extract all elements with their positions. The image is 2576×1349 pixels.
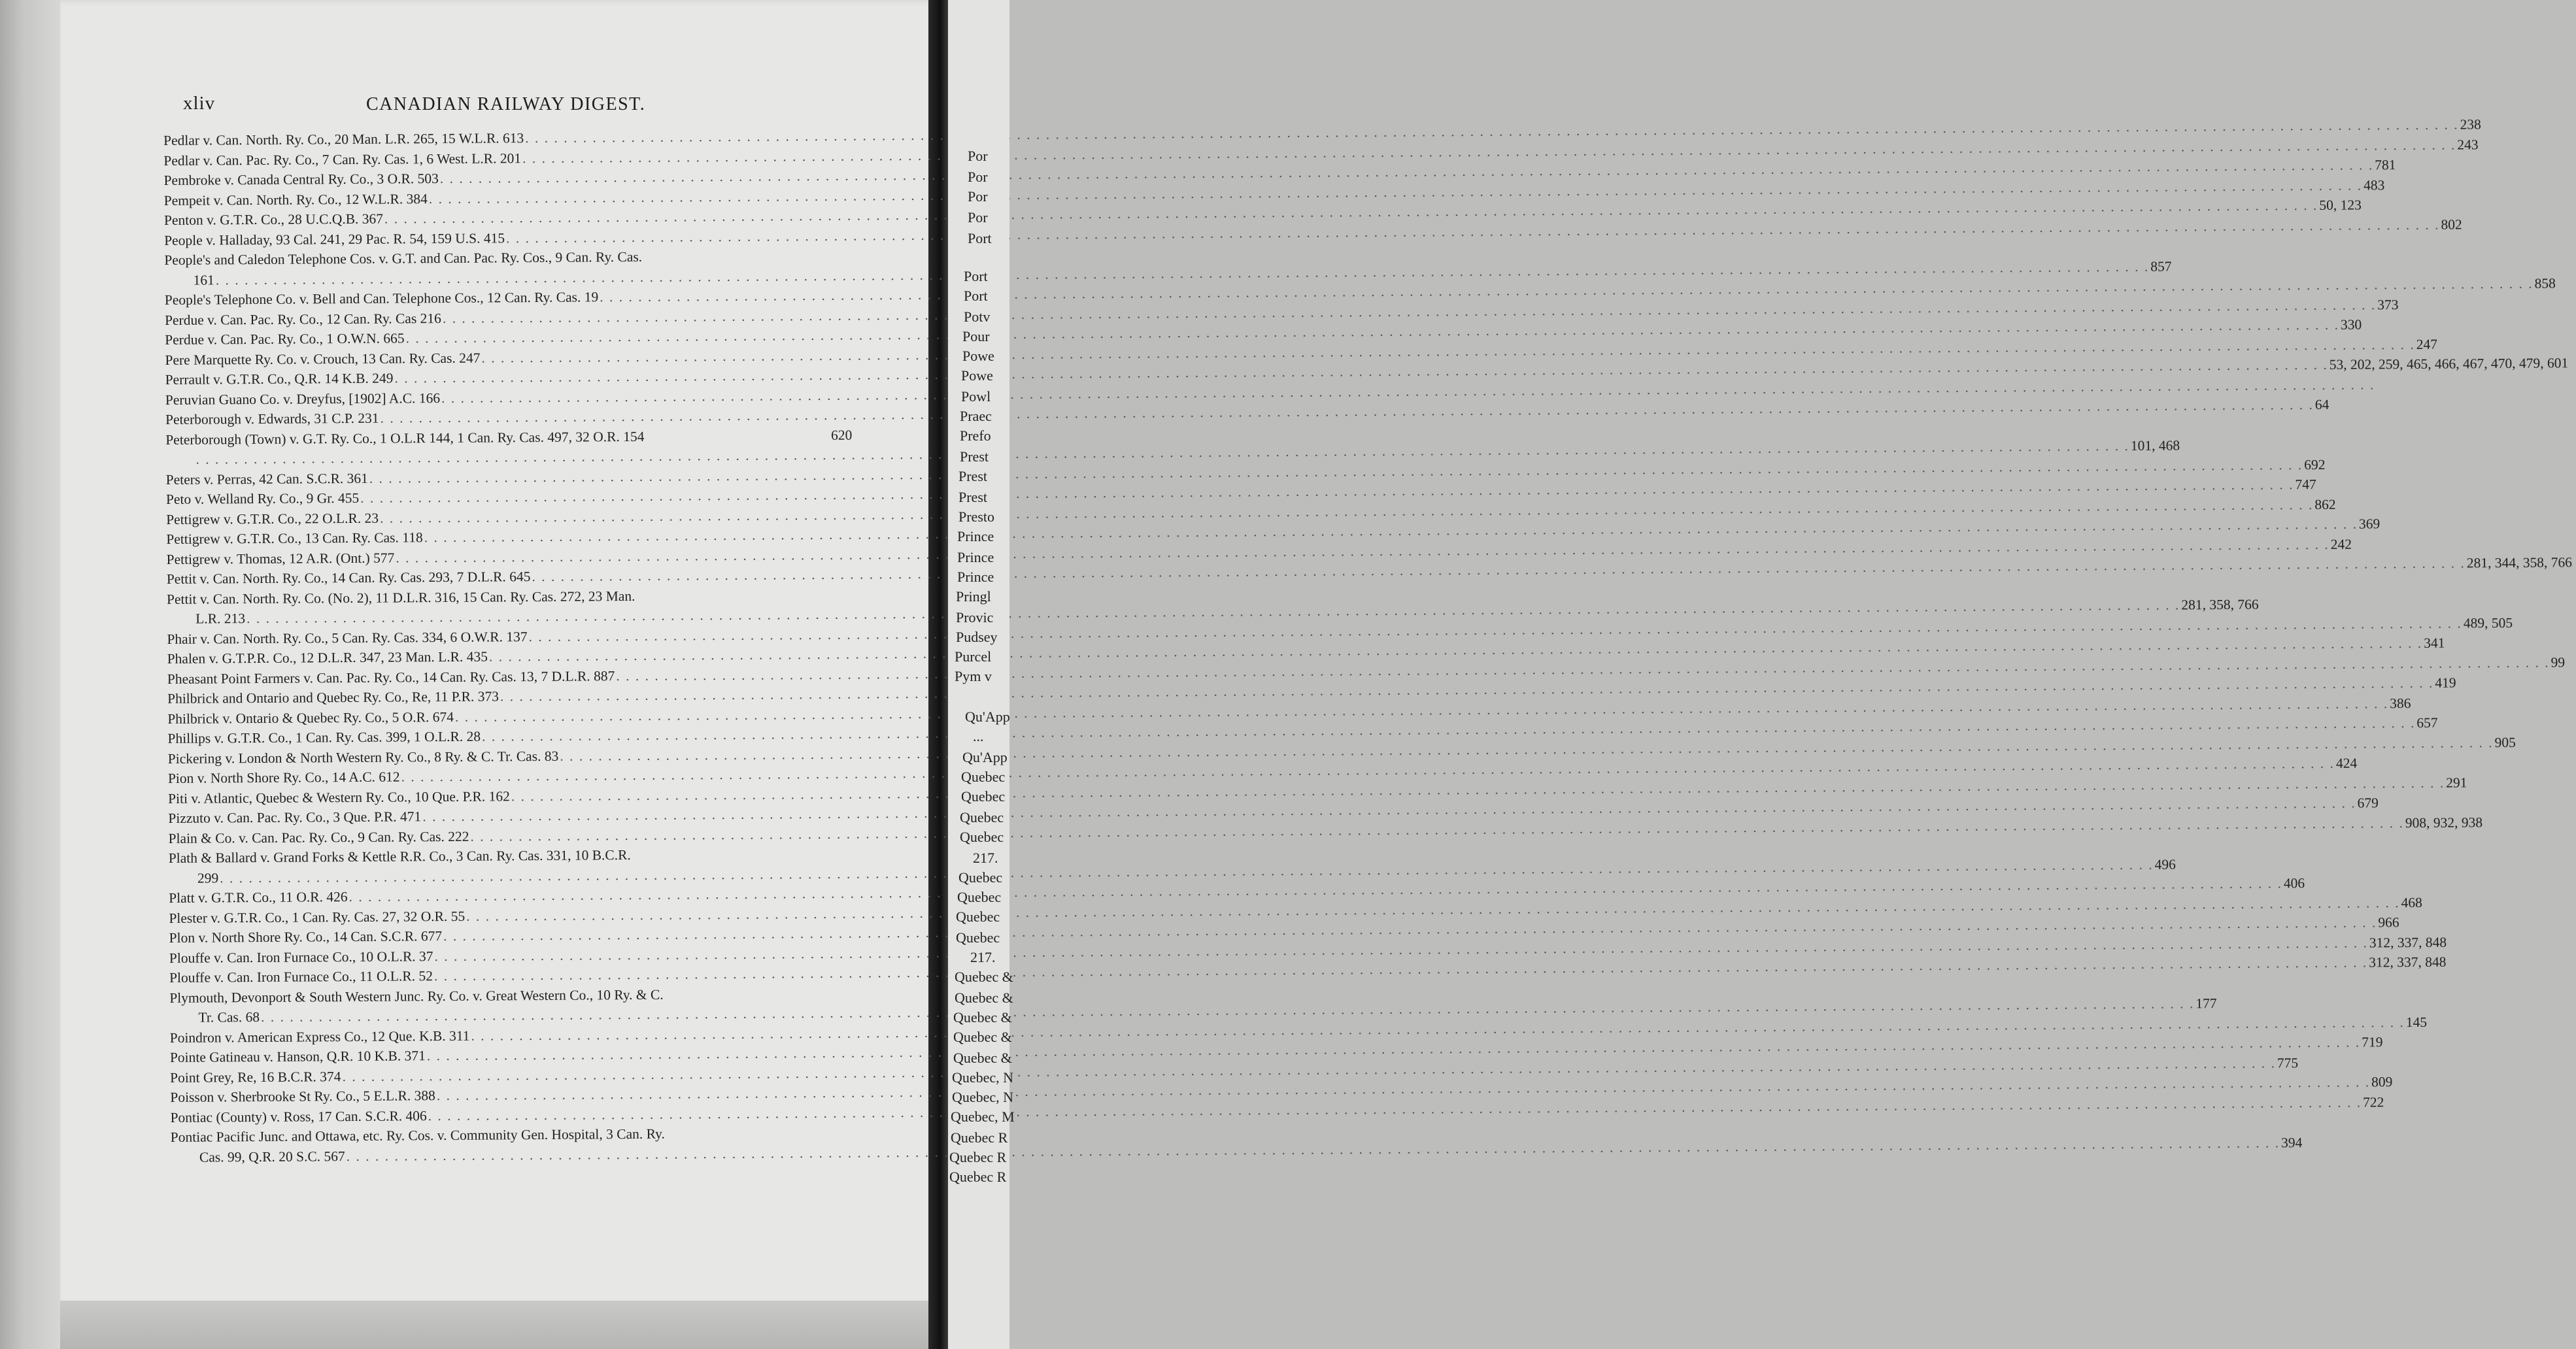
- page-references: 330: [2340, 316, 2362, 333]
- case-citation: Piti v. Atlantic, Quebec & Western Ry. Co., 10 Que. P.R. 162: [168, 788, 510, 807]
- case-citation: Pempeit v. Can. North. Ry. Co., 12 W.L.R. 384: [163, 190, 428, 208]
- case-citation: Pembroke v. Canada Central Ry. Co., 3 O.R. 503: [163, 171, 439, 188]
- citation-continuation: 161: [193, 271, 214, 288]
- right-page-line-fragment: Por: [968, 169, 988, 185]
- page-references: 341: [2424, 635, 2445, 651]
- case-citation: Pedlar v. Can. Pac. Ry. Co., 7 Can. Ry. Cas. 1, 6 West. L.R. 201: [163, 150, 522, 169]
- right-page-line-fragment: Prest: [958, 468, 987, 484]
- case-citation: Pointe Gatineau v. Hanson, Q.R. 10 K.B. 371: [169, 1048, 426, 1065]
- right-page-line-fragment: Quebec, N: [952, 1089, 1014, 1105]
- book-binding: [0, 0, 65, 1349]
- page-references: 862: [2314, 496, 2336, 512]
- case-citation: Perrault v. G.T.R. Co., Q.R. 14 K.B. 249: [165, 370, 394, 388]
- right-page-line-fragment: Quebec &: [955, 990, 1013, 1006]
- page-references: 242: [2330, 536, 2352, 552]
- right-page-line-fragment: Por: [968, 148, 988, 164]
- page-references: 424: [2335, 755, 2358, 771]
- right-page-line-fragment: Quebec &: [953, 1029, 1012, 1045]
- right-page-line-fragment: Quebec R: [949, 1149, 1007, 1165]
- page-references: 722: [2362, 1093, 2384, 1110]
- case-citation: Pontiac (County) v. Ross, 17 Can. S.C.R. 406: [170, 1107, 427, 1125]
- case-citation: Penton v. G.T.R. Co., 28 U.C.Q.B. 367: [163, 210, 384, 228]
- page-references: 312, 337, 848: [2369, 954, 2447, 971]
- page-references: 386: [2390, 695, 2411, 711]
- right-page-line-fragment: Port: [968, 230, 992, 246]
- right-page-line-fragment: Quebec: [958, 869, 1003, 886]
- page-references: 419: [2435, 674, 2456, 691]
- case-citation: Pheasant Point Farmers v. Can. Pac. Ry. Co., 14 Can. Ry. Cas. 13, 7 D.L.R. 887: [167, 667, 615, 687]
- case-citation: Plouffe v. Can. Iron Furnace Co., 11 O.L.R. 52: [169, 968, 433, 986]
- case-citation: Plain & Co. v. Can. Pac. Ry. Co., 9 Can. Ry. Cas. 222: [168, 828, 469, 846]
- right-page-line-fragment: Quebec, N: [952, 1069, 1014, 1086]
- page-references: 177: [2195, 995, 2217, 1012]
- page-references: 145: [2405, 1014, 2428, 1030]
- right-page-line-fragment: Prest: [958, 489, 987, 505]
- right-page-line-fragment: Quebec, M: [951, 1108, 1015, 1125]
- page-references: 247: [2416, 336, 2438, 352]
- page-references: 489, 505: [2463, 614, 2513, 631]
- right-page-line-fragment: Provic: [956, 609, 994, 625]
- right-page-line-fragment: Por: [968, 188, 988, 205]
- right-page-line-fragment: Potv: [964, 308, 991, 325]
- case-citation: Peruvian Guano Co. v. Dreyfus, [1902] A.C. 166: [165, 390, 441, 408]
- page-references: 394: [2280, 1134, 2303, 1150]
- page-references: 802: [2441, 216, 2462, 233]
- case-citation: Poisson v. Sherbrooke St Ry. Co., 5 E.L.R. 388: [170, 1088, 435, 1105]
- right-page-line-fragment: Pudsey: [956, 629, 998, 645]
- page-number: xliv: [183, 93, 216, 114]
- case-citation: Peters v. Perras, 42 Can. S.C.R. 361: [165, 470, 368, 488]
- page-references: 679: [2357, 795, 2379, 811]
- page-references: 312, 337, 848: [2369, 934, 2447, 950]
- right-page-line-fragment: Quebec: [960, 809, 1004, 825]
- case-citation: Pettigrew v. G.T.R. Co., 22 O.L.R. 23: [166, 510, 379, 527]
- right-page-line-fragment: Quebec R: [951, 1129, 1008, 1146]
- case-citation: Pickering v. London & North Western Ry. Co., 8 Ry. & C. Tr. Cas. 83: [167, 748, 559, 767]
- right-page-line-fragment: ...: [973, 728, 984, 744]
- right-page-line-fragment: Prince: [957, 528, 994, 544]
- right-page-line-fragment: Quebec: [957, 889, 1002, 905]
- case-citation: People v. Halladay, 93 Cal. 241, 29 Pac. R. 54, 159 U.S. 415: [164, 229, 505, 248]
- right-page-line-fragment: Presto: [958, 508, 994, 525]
- right-page-line-fragment: Powl: [961, 388, 991, 405]
- case-citation: Plath & Ballard v. Grand Forks & Kettle R.R. Co., 3 Can. Ry. Cas. 331, 10 B.C.R.: [168, 847, 631, 866]
- right-page-line-fragment: Powe: [962, 348, 994, 364]
- case-citation: Plouffe v. Can. Iron Furnace Co., 10 O.L.R. 37: [169, 948, 433, 966]
- case-citation: Phalen v. G.T.P.R. Co., 12 D.L.R. 347, 23 Man. L.R. 435: [167, 648, 488, 667]
- page-references: 369: [2358, 516, 2381, 532]
- case-citation: Phair v. Can. North. Ry. Co., 5 Can. Ry. Cas. 334, 6 O.W.R. 137: [167, 628, 528, 647]
- case-citation: Poindron v. American Express Co., 12 Que. K.B. 311: [169, 1027, 470, 1046]
- case-citation: Pere Marquette Ry. Co. v. Crouch, 13 Can. Ry. Cas. 247: [165, 350, 481, 368]
- case-citation: Plester v. G.T.R. Co., 1 Can. Ry. Cas. 27, 32 O.R. 55: [169, 908, 466, 926]
- page-references: 857: [2150, 258, 2172, 275]
- right-page-line-fragment: Quebec: [956, 908, 1000, 925]
- page-references: 101, 468: [2130, 437, 2180, 454]
- right-page-line-fragment: Pym v: [955, 668, 992, 684]
- page-references: 373: [2377, 296, 2399, 312]
- citation-continuation: L.R. 213: [195, 610, 246, 627]
- page-references: 238: [2460, 116, 2481, 133]
- right-page-line-fragment: Quebec &: [955, 969, 1013, 985]
- running-title: CANADIAN RAILWAY DIGEST.: [366, 94, 646, 114]
- case-citation: Pettit v. Can. North. Ry. Co. (No. 2), 11 D.L.R. 316, 15 Can. Ry. Cas. 272, 23 Man.: [166, 588, 636, 607]
- page-references: 281, 358, 766: [2181, 596, 2259, 613]
- case-citation: Peterborough v. Edwards, 31 C.P. 231: [165, 410, 379, 427]
- right-page-line-fragment: Pour: [962, 328, 990, 344]
- case-citation: Pedlar v. Can. North. Ry. Co., 20 Man. L.R. 265, 15 W.L.R. 613: [163, 130, 524, 148]
- right-page-line-fragment: Por: [968, 209, 988, 225]
- right-page-line-fragment: Praec: [960, 408, 992, 424]
- right-page-line-fragment: Prince: [957, 569, 994, 585]
- case-citation: Pizzuto v. Can. Pac. Ry. Co., 3 Que. P.R. 471: [168, 808, 422, 826]
- right-page-line-fragment: Quebec: [961, 788, 1006, 805]
- right-page-line-fragment: Port: [964, 268, 988, 284]
- case-citation: Peto v. Welland Ry. Co., 9 Gr. 455: [165, 490, 360, 507]
- citation-continuation: 299: [197, 869, 219, 886]
- case-citation: Pettigrew v. G.T.R. Co., 13 Can. Ry. Cas. 118: [166, 529, 423, 547]
- page-references: 281, 344, 358, 766: [2466, 554, 2573, 571]
- case-citation: Perdue v. Can. Pac. Ry. Co., 12 Can. Ry. Cas 216: [164, 310, 441, 328]
- page-references: 620: [830, 427, 853, 443]
- page-references: 64: [2314, 396, 2330, 413]
- page-references: 99: [2551, 654, 2566, 671]
- right-page-line-fragment: Pringl: [956, 588, 991, 605]
- page-references: 53, 202, 259, 465, 466, 467, 470, 479, 601: [2329, 355, 2569, 373]
- case-citation: Pettit v. Can. North. Ry. Co., 14 Can. Ry. Cas. 293, 7 D.L.R. 645: [166, 569, 531, 587]
- page-references: 858: [2534, 275, 2556, 291]
- page-references: 966: [2378, 914, 2399, 931]
- right-page: [948, 0, 1015, 1349]
- case-citation: Perdue v. Can. Pac. Ry. Co., 1 O.W.N. 665: [165, 330, 405, 348]
- citation-continuation: Cas. 99, Q.R. 20 S.C. 567: [199, 1148, 345, 1165]
- page-references: 657: [2416, 714, 2438, 731]
- right-page-line-fragment: Quebec: [961, 769, 1006, 785]
- page-references: 496: [2154, 856, 2176, 873]
- right-page-line-fragment: Powe: [961, 367, 993, 384]
- right-page-line-fragment: Port: [964, 288, 988, 304]
- page-references: 781: [2375, 157, 2396, 173]
- case-citation: Plon v. North Shore Ry. Co., 14 Can. S.C.R. 677: [169, 928, 443, 946]
- right-page-line-fragment: Quebec &: [953, 1050, 1012, 1066]
- right-page-line-fragment: Qu'App: [965, 708, 1010, 725]
- case-citation: People's Telephone Co. v. Bell and Can. Telephone Cos., 12 Can. Ry. Cas. 19: [164, 289, 599, 308]
- right-page-line-fragment: Qu'App: [962, 749, 1008, 765]
- case-citation: Point Grey, Re, 16 B.C.R. 374: [170, 1068, 341, 1086]
- page-references: 747: [2295, 476, 2316, 493]
- case-citation: Philbrick v. Ontario & Quebec Ry. Co., 5 O.R. 674: [167, 708, 454, 727]
- case-citation: Pontiac Pacific Junc. and Ottawa, etc. Ry. Cos. v. Community Gen. Hospital, 3 Can. Ry.: [170, 1125, 665, 1145]
- right-page-line-fragment: Quebec R: [949, 1169, 1007, 1185]
- page-references: 719: [2362, 1034, 2383, 1050]
- right-page-line-fragment: Prince: [957, 549, 994, 565]
- page-references: 50, 123: [2319, 197, 2362, 213]
- page-references: 243: [2457, 136, 2479, 153]
- page-references: 291: [2446, 774, 2467, 791]
- right-page-line-fragment: 217.: [970, 949, 996, 965]
- page-bottom-edge: [60, 1301, 930, 1349]
- page-references: 908, 932, 938: [2405, 814, 2483, 831]
- case-citation: Philbrick and Ontario and Quebec Ry. Co., Re, 11 P.R. 373: [167, 688, 500, 707]
- right-page-line-fragment: Prefo: [960, 427, 991, 444]
- case-citation: Plymouth, Devonport & South Western Junc. Ry. Co. v. Great Western Co., 10 Ry. & C.: [169, 986, 664, 1006]
- case-citation: Peterborough (Town) v. G.T. Ry. Co., 1 O.L.R 144, 1 Can. Ry. Cas. 497, 32 O.R. 154: [165, 428, 645, 448]
- right-page-line-fragment: Quebec: [956, 929, 1000, 946]
- case-citation: Pettigrew v. Thomas, 12 A.R. (Ont.) 577: [166, 550, 395, 567]
- case-citation: Pion v. North Shore Ry. Co., 14 A.C. 612: [167, 769, 400, 786]
- page-references: 483: [2364, 176, 2385, 193]
- page-references: 468: [2401, 894, 2422, 910]
- page-header: [183, 93, 843, 122]
- right-page-line-fragment: Quebec: [960, 829, 1004, 845]
- spacer: [644, 439, 831, 441]
- citation-continuation: Tr. Cas. 68: [198, 1009, 260, 1025]
- page-references: 809: [2371, 1074, 2393, 1090]
- page-references: 406: [2283, 875, 2305, 891]
- page-references: 692: [2304, 456, 2326, 473]
- case-citation: Phillips v. G.T.R. Co., 1 Can. Ry. Cas. 399, 1 O.L.R. 28: [167, 728, 481, 746]
- case-citation: Platt v. G.T.R. Co., 11 O.R. 426: [169, 889, 348, 906]
- page-references: 775: [2277, 1054, 2299, 1071]
- page-references: 905: [2494, 734, 2516, 750]
- case-citation: People's and Caledon Telephone Cos. v. G.T. and Can. Pac. Ry. Cos., 9 Can. Ry. Cas.: [164, 248, 643, 268]
- right-page-line-fragment: Quebec &: [953, 1009, 1012, 1025]
- right-page-line-fragment: 217.: [973, 850, 998, 866]
- right-page-line-fragment: Purcel: [955, 648, 992, 665]
- right-page-line-fragment: Prest: [960, 448, 989, 465]
